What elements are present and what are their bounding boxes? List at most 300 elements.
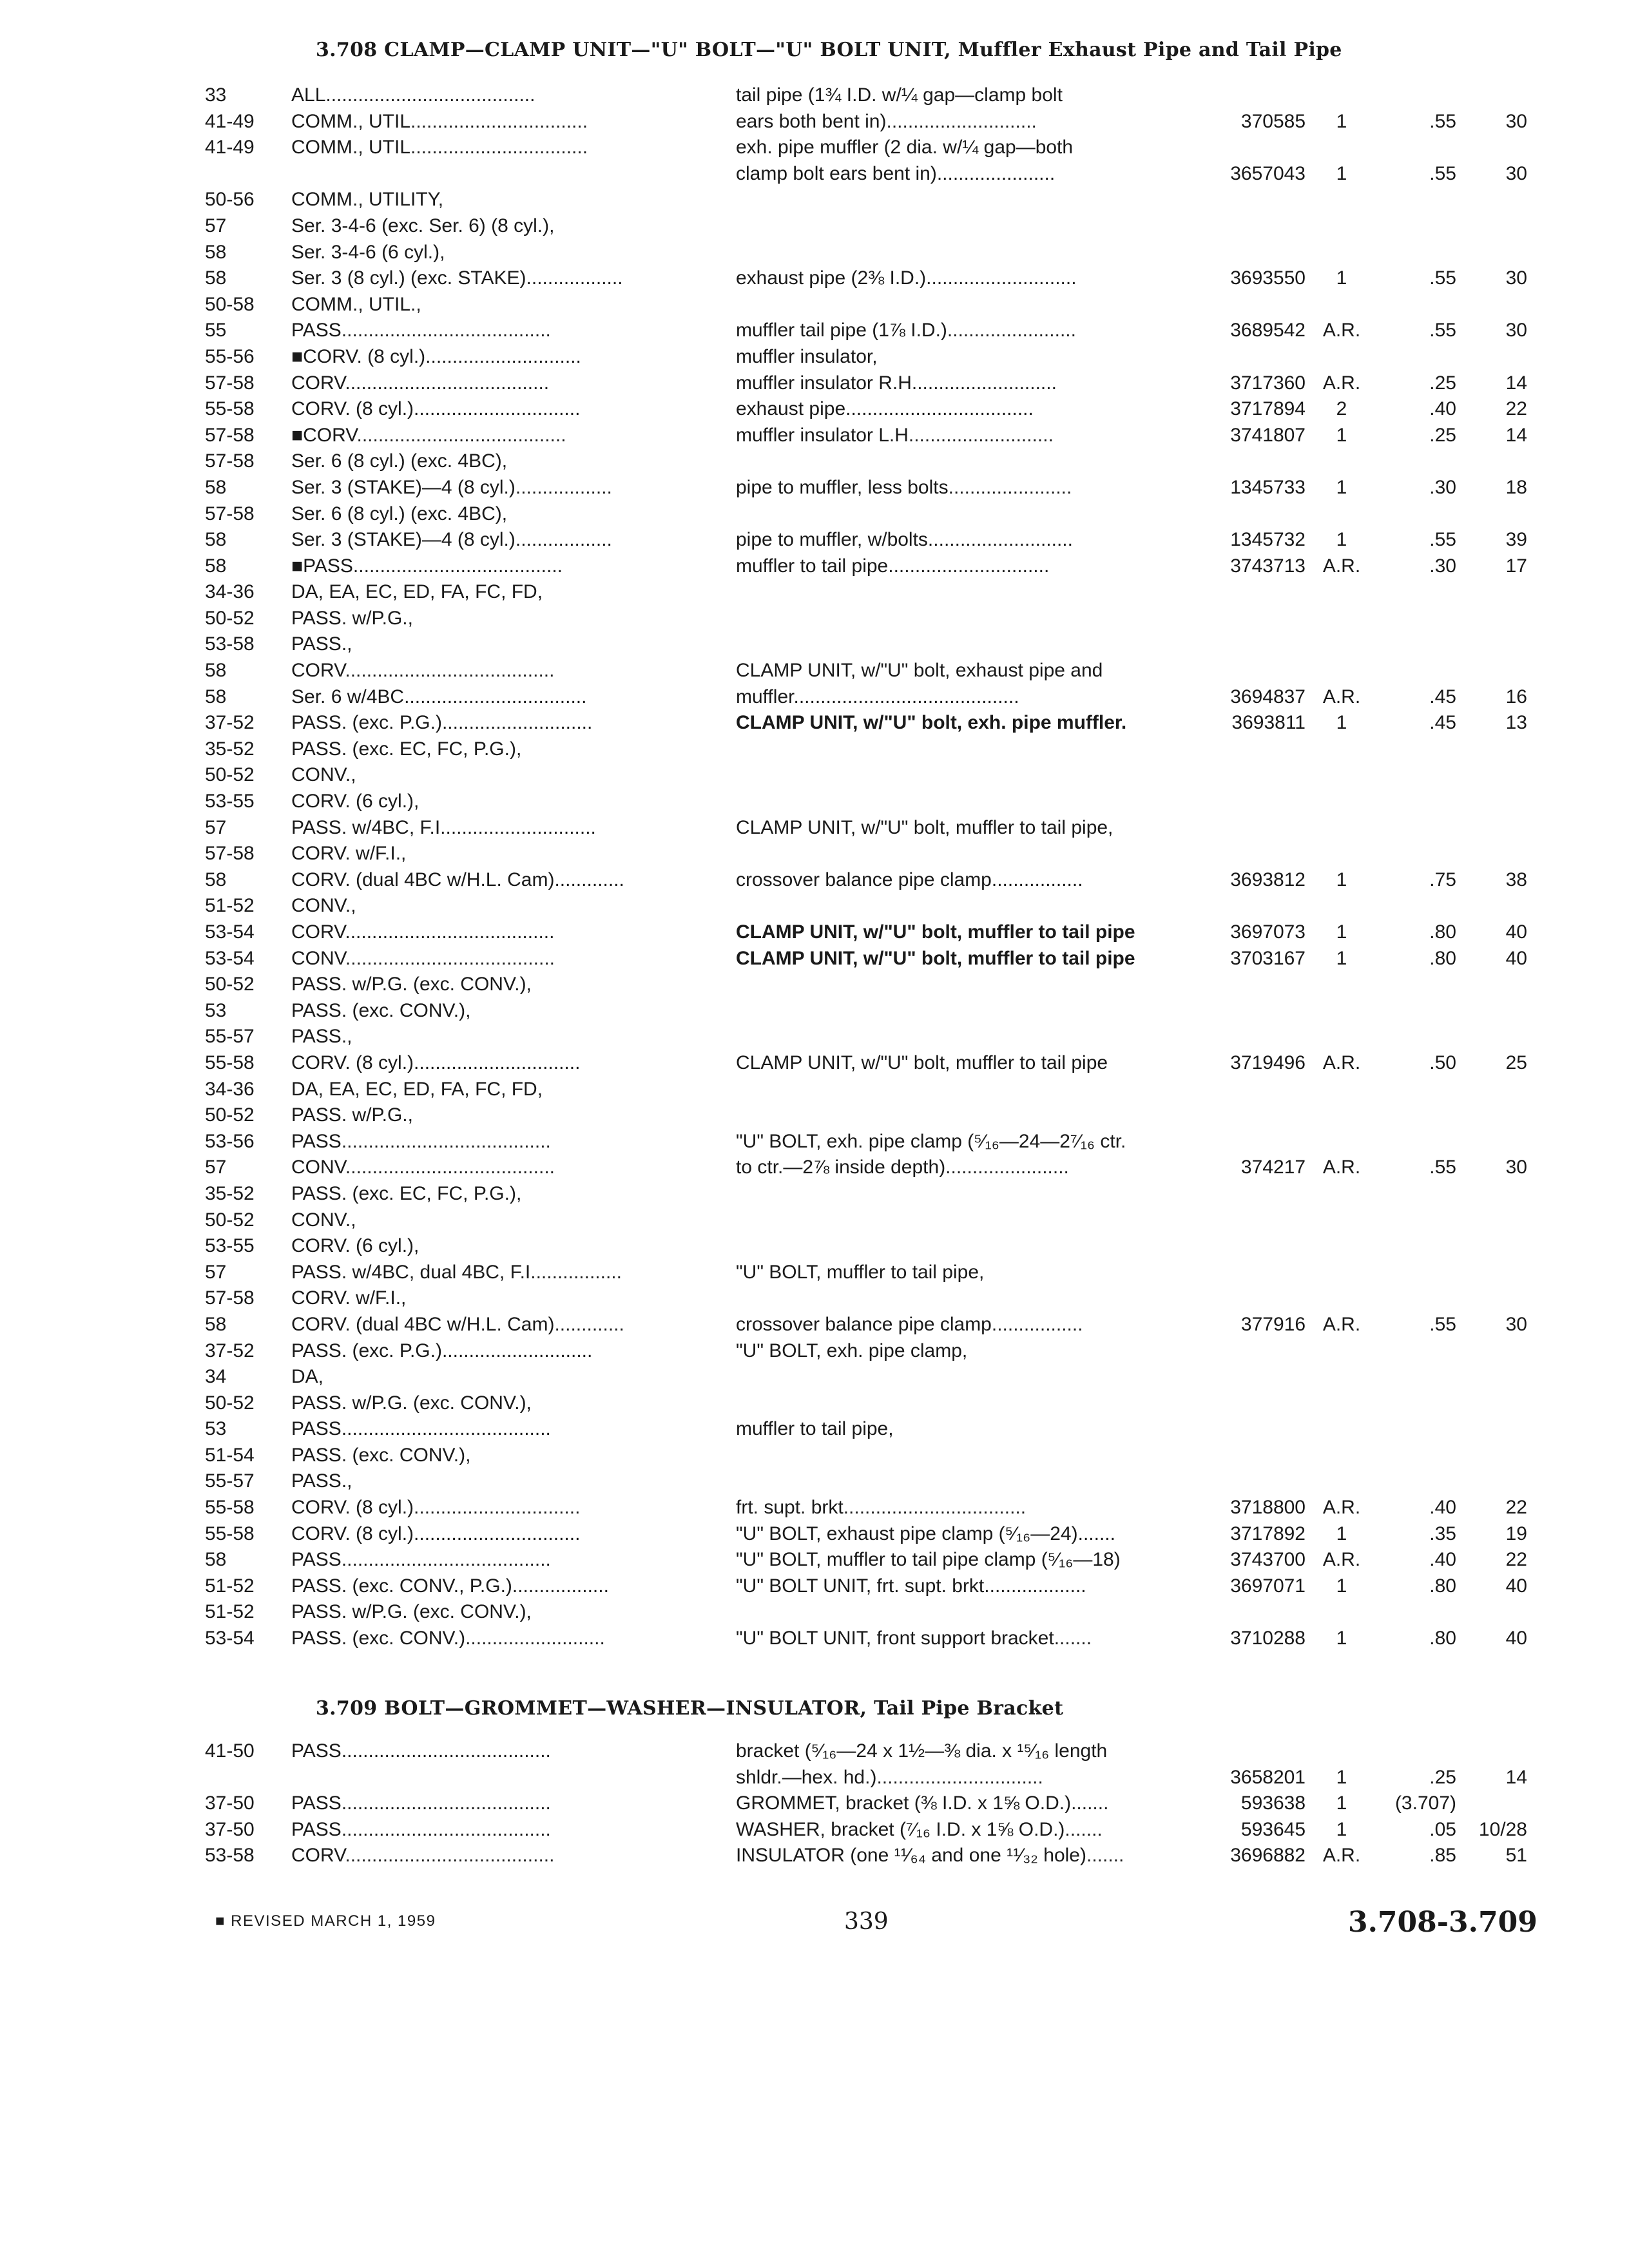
model-cell: COMM., UTIL., (291, 293, 421, 315)
price-cell: .55 (1429, 529, 1456, 551)
table-row (0, 684, 1629, 711)
table-row (0, 527, 1629, 553)
table-row (0, 1443, 1629, 1469)
model-cell: PASS....................................... (291, 1130, 551, 1152)
table-row (0, 1102, 1629, 1129)
part-number-cell: 3717894 (1230, 398, 1306, 420)
year-range-cell: 53-54 (205, 921, 255, 943)
table-row (0, 1599, 1629, 1626)
model-cell: DA, (291, 1366, 324, 1388)
model-cell: CORV. (dual 4BC w/H.L. Cam)............. (291, 869, 624, 890)
price-cell: .85 (1429, 1845, 1456, 1867)
table-row (0, 1312, 1629, 1338)
quantity-cell: A.R. (1322, 320, 1361, 341)
table-row (0, 1338, 1629, 1365)
price-cell: .30 (1429, 476, 1456, 498)
weight-cell: 30 (1505, 1157, 1527, 1178)
table-row (0, 1129, 1629, 1155)
page-number: 339 (844, 1908, 889, 1935)
price-cell: .40 (1429, 1549, 1456, 1571)
year-range-cell: 57-58 (205, 424, 255, 446)
weight-cell: 30 (1505, 1313, 1527, 1335)
description-cell: muffler insulator R.H........................... (736, 372, 1057, 394)
model-cell: DA, EA, EC, ED, FA, FC, FD, (291, 581, 543, 603)
table-row (0, 1843, 1629, 1869)
description-cell: frt. supt. brkt.................................. (736, 1497, 1027, 1519)
quantity-cell: 1 (1336, 162, 1347, 184)
part-number-cell: 370585 (1240, 110, 1306, 132)
table-row (0, 448, 1629, 475)
quantity-cell: 1 (1336, 1628, 1347, 1649)
table-row (0, 606, 1629, 632)
model-cell: ■CORV....................................... (291, 424, 566, 446)
part-number-cell: 1345733 (1230, 476, 1306, 498)
table-row (0, 631, 1629, 658)
description-cell: to ctr.—2⅞ inside depth)....................... (736, 1157, 1069, 1178)
year-range-cell: 53-54 (205, 947, 255, 969)
description-cell: ears both bent in)............................ (736, 110, 1037, 132)
description-cell: bracket (⁵⁄₁₆—24 x 1½—⅜ dia. x ¹⁵⁄₁₆ length (736, 1740, 1108, 1762)
table-row (0, 344, 1629, 370)
year-range-cell: 51-52 (205, 1601, 255, 1623)
description-cell: CLAMP UNIT, w/"U" bolt, muffler to tail pipe (736, 921, 1135, 943)
table-row (0, 1050, 1629, 1077)
part-number-cell: 3697073 (1230, 921, 1306, 943)
table-row (0, 1260, 1629, 1286)
quantity-cell: A.R. (1322, 1052, 1361, 1073)
quantity-cell: 1 (1336, 1818, 1347, 1840)
year-range-cell: 58 (205, 869, 227, 890)
quantity-cell: 1 (1336, 947, 1347, 969)
year-range-cell: 50-52 (205, 1209, 255, 1231)
part-number-cell: 3710288 (1230, 1628, 1306, 1649)
weight-cell: 30 (1505, 267, 1527, 289)
price-cell: .40 (1429, 398, 1456, 420)
price-cell: .55 (1429, 110, 1456, 132)
year-range-cell: 34-36 (205, 581, 255, 603)
model-cell: PASS....................................... (291, 1818, 551, 1840)
description-cell: "U" BOLT, muffler to tail pipe clamp (⁵⁄₁₆—18) (736, 1549, 1121, 1571)
model-cell: PASS. (exc. CONV.), (291, 999, 471, 1021)
part-number-cell: 3743700 (1230, 1549, 1306, 1571)
model-cell: CORV....................................... (291, 660, 555, 682)
weight-cell: 40 (1505, 947, 1527, 969)
price-cell: .35 (1429, 1523, 1456, 1544)
quantity-cell: 1 (1336, 110, 1347, 132)
part-number-cell: 3719496 (1230, 1052, 1306, 1073)
model-cell: PASS. (exc. EC, FC, P.G.), (291, 1182, 522, 1204)
weight-cell: 40 (1505, 1575, 1527, 1597)
quantity-cell: A.R. (1322, 372, 1361, 394)
weight-cell: 19 (1505, 1523, 1527, 1544)
price-cell: .80 (1429, 947, 1456, 969)
description-cell: crossover balance pipe clamp................. (736, 1313, 1083, 1335)
table-row (0, 867, 1629, 894)
model-cell: PASS., (291, 633, 352, 655)
table-row (0, 475, 1629, 501)
part-number-cell: 3697071 (1230, 1575, 1306, 1597)
quantity-cell: 1 (1336, 1575, 1347, 1597)
model-cell: PASS., (291, 1470, 352, 1492)
quantity-cell: A.R. (1322, 686, 1361, 707)
description-cell: INSULATOR (one ¹¹⁄₆₄ and one ¹¹⁄₃₂ hole)....... (736, 1845, 1124, 1867)
weight-cell: 16 (1505, 686, 1527, 707)
table-row (0, 109, 1629, 135)
year-range-cell: 57-58 (205, 503, 255, 524)
year-range-cell: 55-58 (205, 1497, 255, 1519)
year-range-cell: 37-52 (205, 1340, 255, 1361)
year-range-cell: 41-49 (205, 137, 255, 159)
quantity-cell: 1 (1336, 921, 1347, 943)
table-row (0, 1233, 1629, 1260)
weight-cell: 40 (1505, 921, 1527, 943)
description-cell: muffler insulator L.H........................... (736, 424, 1054, 446)
year-range-cell: 58 (205, 1313, 227, 1335)
table-row (0, 423, 1629, 449)
part-number-cell: 3693812 (1230, 869, 1306, 890)
description-cell: crossover balance pipe clamp................. (736, 869, 1083, 890)
weight-cell: 25 (1505, 1052, 1527, 1073)
year-range-cell: 51-52 (205, 895, 255, 917)
description-cell: GROMMET, bracket (⅜ I.D. x 1⅝ O.D.)....... (736, 1792, 1109, 1814)
table-row (0, 1155, 1629, 1181)
table-row (0, 265, 1629, 292)
year-range-cell: 55-57 (205, 1026, 255, 1048)
table-row (0, 501, 1629, 528)
model-cell: CORV....................................... (291, 1845, 555, 1867)
year-range-cell: 37-52 (205, 712, 255, 734)
table-row (0, 370, 1629, 397)
year-range-cell: 57 (205, 215, 227, 236)
year-range-cell: 57-58 (205, 1287, 255, 1309)
price-cell: .75 (1429, 869, 1456, 890)
table-row (0, 1817, 1629, 1843)
model-cell: CONV., (291, 1209, 356, 1231)
price-cell: .80 (1429, 1575, 1456, 1597)
price-cell: (3.707) (1394, 1792, 1456, 1814)
model-cell: Ser. 6 (8 cyl.) (exc. 4BC), (291, 503, 508, 524)
model-cell: PASS. (exc. P.G.)............................ (291, 712, 593, 734)
year-range-cell: 58 (205, 1549, 227, 1571)
table-row (0, 318, 1629, 344)
table-row (0, 972, 1629, 998)
year-range-cell: 58 (205, 241, 227, 263)
model-cell: CORV. (8 cyl.)............................... (291, 1523, 581, 1544)
year-range-cell: 34 (205, 1366, 227, 1388)
table-row (0, 1521, 1629, 1548)
model-cell: Ser. 3 (STAKE)—4 (8 cyl.).................. (291, 476, 612, 498)
weight-cell: 14 (1505, 372, 1527, 394)
table-row (0, 240, 1629, 266)
year-range-cell: 50-52 (205, 1392, 255, 1414)
weight-cell: 10/28 (1478, 1818, 1527, 1840)
revised-note: ■ REVISED MARCH 1, 1959 (215, 1912, 436, 1930)
quantity-cell: A.R. (1322, 1157, 1361, 1178)
year-range-cell: 58 (205, 267, 227, 289)
table-row (0, 187, 1629, 213)
description-cell: muffler insulator, (736, 345, 878, 367)
weight-cell: 38 (1505, 869, 1527, 890)
price-cell: .40 (1429, 1497, 1456, 1519)
description-cell: muffler to tail pipe.............................. (736, 555, 1050, 577)
model-cell: Ser. 3 (8 cyl.) (exc. STAKE).................. (291, 267, 623, 289)
description-cell: pipe to muffler, less bolts....................... (736, 476, 1072, 498)
year-range-cell: 53-58 (205, 1845, 255, 1867)
model-cell: Ser. 6 (8 cyl.) (exc. 4BC), (291, 450, 508, 472)
table-row (0, 82, 1629, 109)
year-range-cell: 58 (205, 660, 227, 682)
model-cell: PASS....................................... (291, 320, 551, 341)
model-cell: PASS. w/P.G. (exc. CONV.), (291, 1601, 532, 1623)
price-cell: .25 (1429, 372, 1456, 394)
table-row (0, 396, 1629, 423)
part-number-cell: 3743713 (1230, 555, 1306, 577)
table-row (0, 998, 1629, 1024)
model-cell: CORV. (8 cyl.)............................... (291, 1497, 581, 1519)
price-cell: .50 (1429, 1052, 1456, 1073)
weight-cell: 39 (1505, 529, 1527, 551)
weight-cell: 30 (1505, 162, 1527, 184)
table-row (0, 579, 1629, 606)
model-cell: Ser. 3-4-6 (6 cyl.), (291, 241, 445, 263)
table-row (0, 1364, 1629, 1390)
parts-table-3709 (0, 1738, 1629, 1869)
weight-cell: 30 (1505, 110, 1527, 132)
description-cell: shldr.—hex. hd.)............................... (736, 1766, 1043, 1788)
price-cell: .25 (1429, 424, 1456, 446)
table-row (0, 1547, 1629, 1573)
model-cell: CONV....................................... (291, 947, 555, 969)
year-range-cell: 55-57 (205, 1470, 255, 1492)
year-range-cell: 57 (205, 1157, 227, 1178)
description-cell: "U" BOLT UNIT, front support bracket....... (736, 1628, 1092, 1649)
year-range-cell: 57-58 (205, 372, 255, 394)
price-cell: .45 (1429, 712, 1456, 734)
part-number-cell: 1345732 (1230, 529, 1306, 551)
description-cell: exhaust pipe (2⅜ I.D.)............................ (736, 267, 1077, 289)
description-cell: CLAMP UNIT, w/"U" bolt, muffler to tail pipe (736, 1052, 1108, 1073)
table-row (0, 789, 1629, 815)
table-row (0, 1765, 1629, 1791)
table-row (0, 946, 1629, 972)
model-cell: COMM., UTILITY, (291, 189, 444, 211)
table-row (0, 213, 1629, 240)
quantity-cell: 2 (1336, 398, 1347, 420)
table-row (0, 658, 1629, 684)
price-cell: .25 (1429, 1766, 1456, 1788)
year-range-cell: 35-52 (205, 1182, 255, 1204)
description-cell: muffler tail pipe (1⅞ I.D.)........................ (736, 320, 1076, 341)
year-range-cell: 50-52 (205, 607, 255, 629)
model-cell: PASS....................................... (291, 1740, 551, 1762)
year-range-cell: 41-50 (205, 1740, 255, 1762)
model-cell: CORV. (6 cyl.), (291, 791, 419, 812)
model-cell: ALL....................................... (291, 84, 535, 106)
table-row (0, 841, 1629, 867)
price-cell: .55 (1429, 162, 1456, 184)
year-range-cell: 53-54 (205, 1628, 255, 1649)
year-range-cell: 53 (205, 1418, 227, 1440)
weight-cell: 22 (1505, 1497, 1527, 1519)
table-row (0, 1495, 1629, 1521)
price-cell: .45 (1429, 686, 1456, 707)
section-title-3708: 3.708 CLAMP—CLAMP UNIT—"U" BOLT—"U" BOLT UNIT, Muffler Exhaust Pipe and Tail Pipe (316, 39, 1342, 61)
description-cell: tail pipe (1¾ I.D. w/¼ gap—clamp bolt (736, 84, 1063, 106)
table-row (0, 815, 1629, 841)
year-range-cell: 57 (205, 816, 227, 838)
model-cell: PASS. w/4BC, dual 4BC, F.I................. (291, 1261, 622, 1283)
model-cell: CORV. w/F.I., (291, 1287, 407, 1309)
quantity-cell: A.R. (1322, 1549, 1361, 1571)
part-number-cell: 374217 (1240, 1157, 1306, 1178)
quantity-cell: A.R. (1322, 555, 1361, 577)
quantity-cell: A.R. (1322, 1313, 1361, 1335)
weight-cell: 30 (1505, 320, 1527, 341)
year-range-cell: 55-58 (205, 1052, 255, 1073)
model-cell: PASS....................................... (291, 1792, 551, 1814)
model-cell: CORV...................................... (291, 372, 550, 394)
description-cell: "U" BOLT, exh. pipe clamp (⁵⁄₁₆—24—2⁷⁄₁₆ ctr. (736, 1130, 1126, 1152)
year-range-cell: 57 (205, 1261, 227, 1283)
quantity-cell: 1 (1336, 869, 1347, 890)
model-cell: PASS. (exc. P.G.)............................ (291, 1340, 593, 1361)
table-row (0, 1181, 1629, 1207)
year-range-cell: 58 (205, 529, 227, 551)
description-cell: muffler.......................................... (736, 686, 1019, 707)
quantity-cell: 1 (1336, 476, 1347, 498)
table-row (0, 893, 1629, 919)
part-number-cell: 3693550 (1230, 267, 1306, 289)
page-footer (0, 1901, 1629, 1939)
description-cell: CLAMP UNIT, w/"U" bolt, exh. pipe muffler. (736, 712, 1127, 734)
year-range-cell: 57-58 (205, 450, 255, 472)
description-cell: WASHER, bracket (⁷⁄₁₆ I.D. x 1⅝ O.D.)....... (736, 1818, 1103, 1840)
description-cell: CLAMP UNIT, w/"U" bolt, muffler to tail pipe, (736, 816, 1113, 838)
year-range-cell: 41-49 (205, 110, 255, 132)
quantity-cell: A.R. (1322, 1845, 1361, 1867)
quantity-cell: A.R. (1322, 1497, 1361, 1519)
weight-cell: 18 (1505, 476, 1527, 498)
year-range-cell: 50-52 (205, 974, 255, 995)
table-row (0, 710, 1629, 736)
model-cell: PASS. w/P.G., (291, 1104, 413, 1126)
model-cell: CORV. (8 cyl.)............................... (291, 1052, 581, 1073)
price-cell: .55 (1429, 1157, 1456, 1178)
table-row (0, 1416, 1629, 1443)
year-range-cell: 55-58 (205, 1523, 255, 1544)
year-range-cell: 33 (205, 84, 227, 106)
model-cell: Ser. 3 (STAKE)—4 (8 cyl.).................. (291, 529, 612, 551)
model-cell: CORV....................................... (291, 921, 555, 943)
quantity-cell: 1 (1336, 1523, 1347, 1544)
description-cell: "U" BOLT, muffler to tail pipe, (736, 1261, 985, 1283)
year-range-cell: 37-50 (205, 1792, 255, 1814)
model-cell: CONV....................................... (291, 1157, 555, 1178)
description-cell: clamp bolt ears bent in)...................... (736, 162, 1055, 184)
table-row (0, 919, 1629, 946)
parts-table-3708 (0, 82, 1629, 1652)
quantity-cell: 1 (1336, 267, 1347, 289)
year-range-cell: 55-58 (205, 398, 255, 420)
weight-cell: 22 (1505, 398, 1527, 420)
table-row (0, 135, 1629, 161)
table-row (0, 1738, 1629, 1765)
year-range-cell: 53-58 (205, 633, 255, 655)
year-range-cell: 50-52 (205, 1104, 255, 1126)
model-cell: PASS., (291, 1026, 352, 1048)
part-number-cell: 3694837 (1230, 686, 1306, 707)
model-cell: PASS. (exc. EC, FC, P.G.), (291, 738, 522, 760)
model-cell: CORV. (6 cyl.), (291, 1235, 419, 1257)
description-cell: "U" BOLT, exhaust pipe clamp (⁵⁄₁₆—24)....... (736, 1523, 1115, 1544)
quantity-cell: 1 (1336, 712, 1347, 734)
quantity-cell: 1 (1336, 1766, 1347, 1788)
description-cell: exhaust pipe................................... (736, 398, 1034, 420)
year-range-cell: 55 (205, 320, 227, 341)
year-range-cell: 37-50 (205, 1818, 255, 1840)
table-row (0, 1626, 1629, 1652)
model-cell: COMM., UTIL................................. (291, 110, 588, 132)
model-cell: DA, EA, EC, ED, FA, FC, FD, (291, 1078, 543, 1100)
part-number-cell: 593645 (1240, 1818, 1306, 1840)
table-row (0, 1791, 1629, 1817)
model-cell: COMM., UTIL................................. (291, 137, 588, 159)
year-range-cell: 57-58 (205, 843, 255, 865)
description-cell: CLAMP UNIT, w/"U" bolt, exhaust pipe and (736, 660, 1103, 682)
price-cell: .55 (1429, 267, 1456, 289)
table-row (0, 762, 1629, 789)
description-cell: pipe to muffler, w/bolts........................... (736, 529, 1073, 551)
price-cell: .80 (1429, 1628, 1456, 1649)
model-cell: ■CORV. (8 cyl.)............................. (291, 345, 581, 367)
model-cell: PASS. w/P.G. (exc. CONV.), (291, 974, 532, 995)
part-number-cell: 3741807 (1230, 424, 1306, 446)
model-cell: CORV. w/F.I., (291, 843, 407, 865)
table-row (0, 1077, 1629, 1103)
year-range-cell: 53-55 (205, 791, 255, 812)
weight-cell: 14 (1505, 1766, 1527, 1788)
table-row (0, 161, 1629, 187)
weight-cell: 22 (1505, 1549, 1527, 1571)
part-number-cell: 3717360 (1230, 372, 1306, 394)
price-cell: .05 (1429, 1818, 1456, 1840)
year-range-cell: 55-56 (205, 345, 255, 367)
model-cell: PASS....................................... (291, 1418, 551, 1440)
year-range-cell: 51-52 (205, 1575, 255, 1597)
year-range-cell: 50-56 (205, 189, 255, 211)
description-cell: "U" BOLT, exh. pipe clamp, (736, 1340, 968, 1361)
part-number-cell: 3703167 (1230, 947, 1306, 969)
year-range-cell: 53 (205, 999, 227, 1021)
table-row (0, 1207, 1629, 1234)
part-number-cell: 3717892 (1230, 1523, 1306, 1544)
table-row (0, 553, 1629, 580)
part-number-cell: 593638 (1240, 1792, 1306, 1814)
description-cell: muffler to tail pipe, (736, 1418, 894, 1440)
year-range-cell: 50-58 (205, 293, 255, 315)
year-range-cell: 58 (205, 555, 227, 577)
part-number-cell: 3689542 (1230, 320, 1306, 341)
year-range-cell: 58 (205, 476, 227, 498)
model-cell: CORV. (8 cyl.)............................... (291, 398, 581, 420)
quantity-cell: 1 (1336, 1792, 1347, 1814)
section-title-3709: 3.709 BOLT—GROMMET—WASHER—INSULATOR, Tail Pipe Bracket (316, 1697, 1064, 1720)
model-cell: Ser. 6 w/4BC.................................. (291, 686, 587, 707)
part-number-cell: 3658201 (1230, 1766, 1306, 1788)
year-range-cell: 51-54 (205, 1444, 255, 1466)
section-range: 3.708-3.709 (1348, 1906, 1537, 1939)
quantity-cell: 1 (1336, 424, 1347, 446)
